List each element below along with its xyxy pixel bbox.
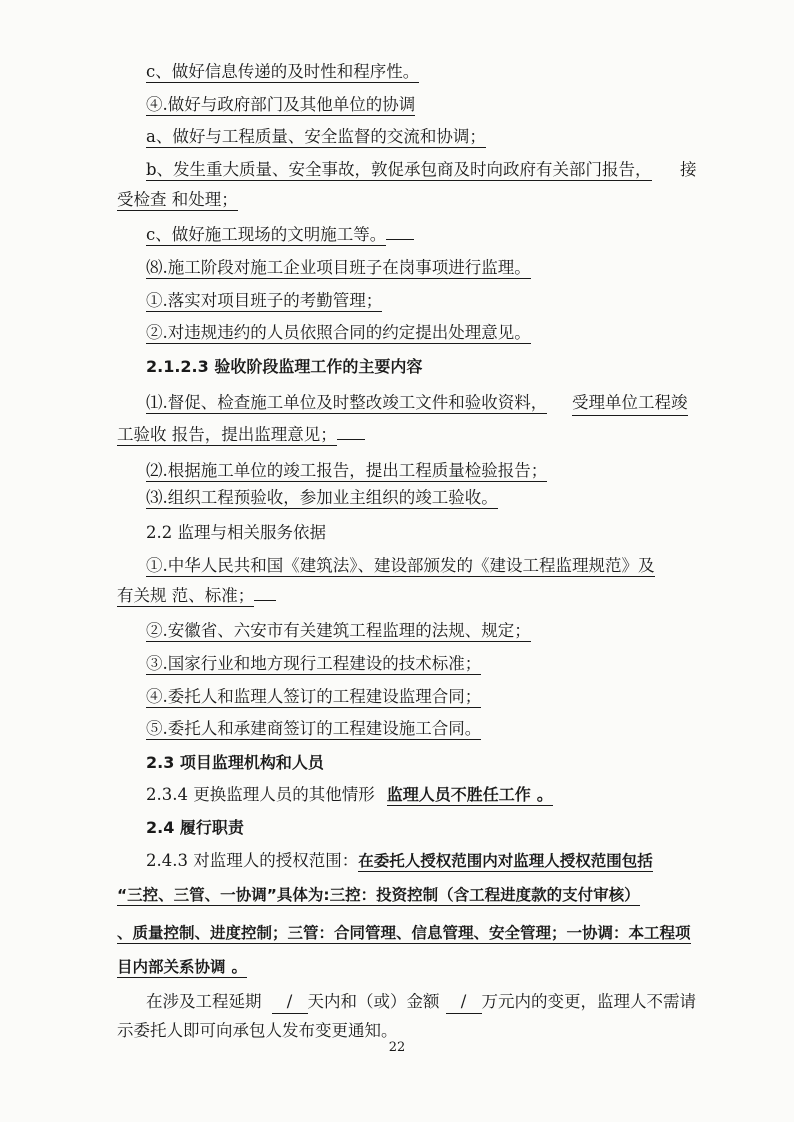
page-number: 22 [388, 1040, 406, 1055]
text-line: 、质量控制、进度控制；三管：合同管理、信息管理、安全管理；一协调：本工程项 [117, 924, 691, 942]
text-line: ①.中华人民共和国《建筑法》、建设部颁发的《建设工程监理规范》及 [146, 556, 655, 575]
text-line: 2.4.3 对监理人的授权范围：在委托人授权范围内对监理人授权范围包括 [146, 851, 653, 870]
text-line: ④.委托人和监理人签订的工程建设监理合同； [146, 687, 482, 706]
text-line: ⑤.委托人和承建商签订的工程建设施工合同。 [146, 719, 482, 738]
text-line: ①.落实对项目班子的考勤管理； [146, 291, 383, 310]
section-heading: 2.3 项目监理机构和人员 [146, 753, 324, 772]
text-line: ④.做好与政府部门及其他单位的协调 [146, 95, 416, 114]
text-line: 受检查 和处理； [117, 190, 238, 209]
text-line: b、发生重大质量、安全事故，敦促承包商及时向政府有关部门报告， 接 [146, 160, 697, 179]
text-line: c、做好施工现场的文明施工等。 [0, 224, 794, 246]
text-line: 目内部关系协调 。 [117, 958, 248, 976]
text-line: ⑴.督促、检查施工单位及时整改竣工文件和验收资料， 受理单位工程竣 [0, 392, 794, 414]
text-line: “三控、三管、一协调”具体为:三控：投资控制（含工程进度款的支付审核） [117, 886, 640, 904]
text-line: c、做好信息传递的及时性和程序性。 [146, 62, 420, 81]
text-line: a、做好与工程质量、安全监督的交流和协调； [146, 127, 486, 146]
text-line: ⑻.施工阶段对施工企业项目班子在岗事项进行监理。 [146, 258, 531, 277]
text-line: 在涉及工程延期 / 天内和（或）金额 / 万元内的变更，监理人不需请 [0, 991, 794, 1014]
text-line: ⑶.组织工程预验收，参加业主组织的竣工验收。 [146, 488, 498, 507]
text-line: ⑵.根据施工单位的竣工报告，提出工程质量检验报告； [146, 461, 548, 480]
section-heading: 2.1.2.3 验收阶段监理工作的主要内容 [146, 357, 423, 376]
text-line: 2.3.4 更换监理人员的其他情形 监理人员不胜任工作 。 [146, 785, 554, 804]
text-line: 工验收 报告，提出监理意见； [0, 424, 794, 446]
text-line: 有关规 范、标准； [0, 585, 794, 607]
text-line: ③.国家行业和地方现行工程建设的技术标准； [146, 654, 482, 673]
text-line: ②.对违规违约的人员依照合同的约定提出处理意见。 [146, 323, 531, 342]
text-line: ②.安徽省、六安市有关建筑工程监理的法规、规定； [146, 621, 531, 640]
text-line: 示委托人即可向承包人发布变更通知。 [117, 1021, 398, 1040]
text-line: 2.2 监理与相关服务依据 [146, 523, 326, 542]
section-heading: 2.4 履行职责 [146, 818, 244, 837]
